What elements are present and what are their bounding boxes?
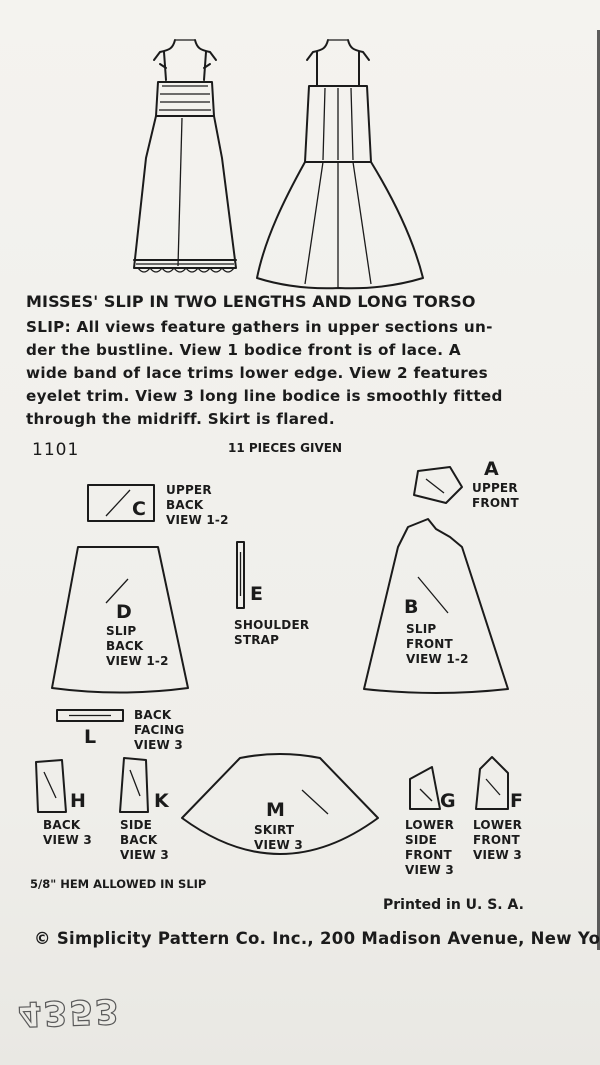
piece-c-shape bbox=[86, 482, 158, 524]
piece-l-letter: L bbox=[84, 726, 97, 748]
pattern-number: 1101 bbox=[32, 440, 80, 460]
piece-h-letter: H bbox=[70, 790, 86, 812]
piece-k-letter: K bbox=[154, 790, 169, 812]
description-line-3: wide band of lace trims lower edge. View 2 features bbox=[26, 364, 488, 382]
piece-k-shape bbox=[118, 756, 152, 816]
copyright-line: © Simplicity Pattern Co. Inc., 200 Madison Avenue, New Yo bbox=[34, 929, 600, 948]
piece-b-label: SLIP FRONT VIEW 1-2 bbox=[406, 622, 469, 666]
description-line-4: eyelet trim. View 3 long line bodice is smoothly fitted bbox=[26, 387, 503, 405]
piece-e-letter: E bbox=[250, 583, 263, 605]
slip-view-2-illustration bbox=[255, 38, 430, 288]
piece-m-letter: M bbox=[266, 799, 285, 821]
pieces-given: 11 PIECES GIVEN bbox=[228, 441, 342, 455]
description-line-1: SLIP: All views feature gathers in upper sections un- bbox=[26, 318, 493, 336]
slip-view-1-illustration bbox=[120, 38, 250, 288]
stamped-number: 4353 bbox=[17, 990, 122, 1034]
piece-f-shape bbox=[474, 755, 514, 813]
description-line-2: der the bustline. View 1 bodice front is of lace. A bbox=[26, 341, 461, 359]
piece-a-letter: A bbox=[484, 458, 499, 480]
description-line-5: through the midriff. Skirt is flared. bbox=[26, 410, 335, 428]
piece-g-letter: G bbox=[440, 790, 456, 812]
piece-e-label: SHOULDER STRAP bbox=[234, 618, 310, 647]
piece-f-label: LOWER FRONT VIEW 3 bbox=[473, 818, 523, 862]
piece-b-letter: B bbox=[404, 596, 419, 618]
piece-b-shape bbox=[362, 517, 512, 695]
piece-l-label: BACK FACING VIEW 3 bbox=[134, 708, 185, 752]
pattern-heading: MISSES' SLIP IN TWO LENGTHS AND LONG TORSO bbox=[26, 292, 476, 311]
piece-c-label: UPPER BACK VIEW 1-2 bbox=[166, 483, 229, 527]
piece-c-letter: C bbox=[132, 498, 146, 520]
hem-allowance-note: 5/8" HEM ALLOWED IN SLIP bbox=[30, 877, 207, 891]
piece-h-shape bbox=[32, 758, 70, 816]
printed-in-usa: Printed in U. S. A. bbox=[383, 897, 524, 913]
piece-l-shape bbox=[55, 707, 127, 725]
piece-d-label: SLIP BACK VIEW 1-2 bbox=[106, 624, 169, 668]
piece-d-letter: D bbox=[116, 601, 132, 623]
piece-e-shape bbox=[234, 540, 248, 610]
piece-k-label: SIDE BACK VIEW 3 bbox=[120, 818, 169, 862]
piece-a-label: UPPER FRONT bbox=[472, 481, 519, 510]
piece-m-label: SKIRT VIEW 3 bbox=[254, 823, 303, 852]
piece-a-shape bbox=[410, 465, 465, 507]
piece-h-label: BACK VIEW 3 bbox=[43, 818, 92, 847]
piece-f-letter: F bbox=[510, 790, 523, 812]
piece-g-label: LOWER SIDE FRONT VIEW 3 bbox=[405, 818, 455, 877]
